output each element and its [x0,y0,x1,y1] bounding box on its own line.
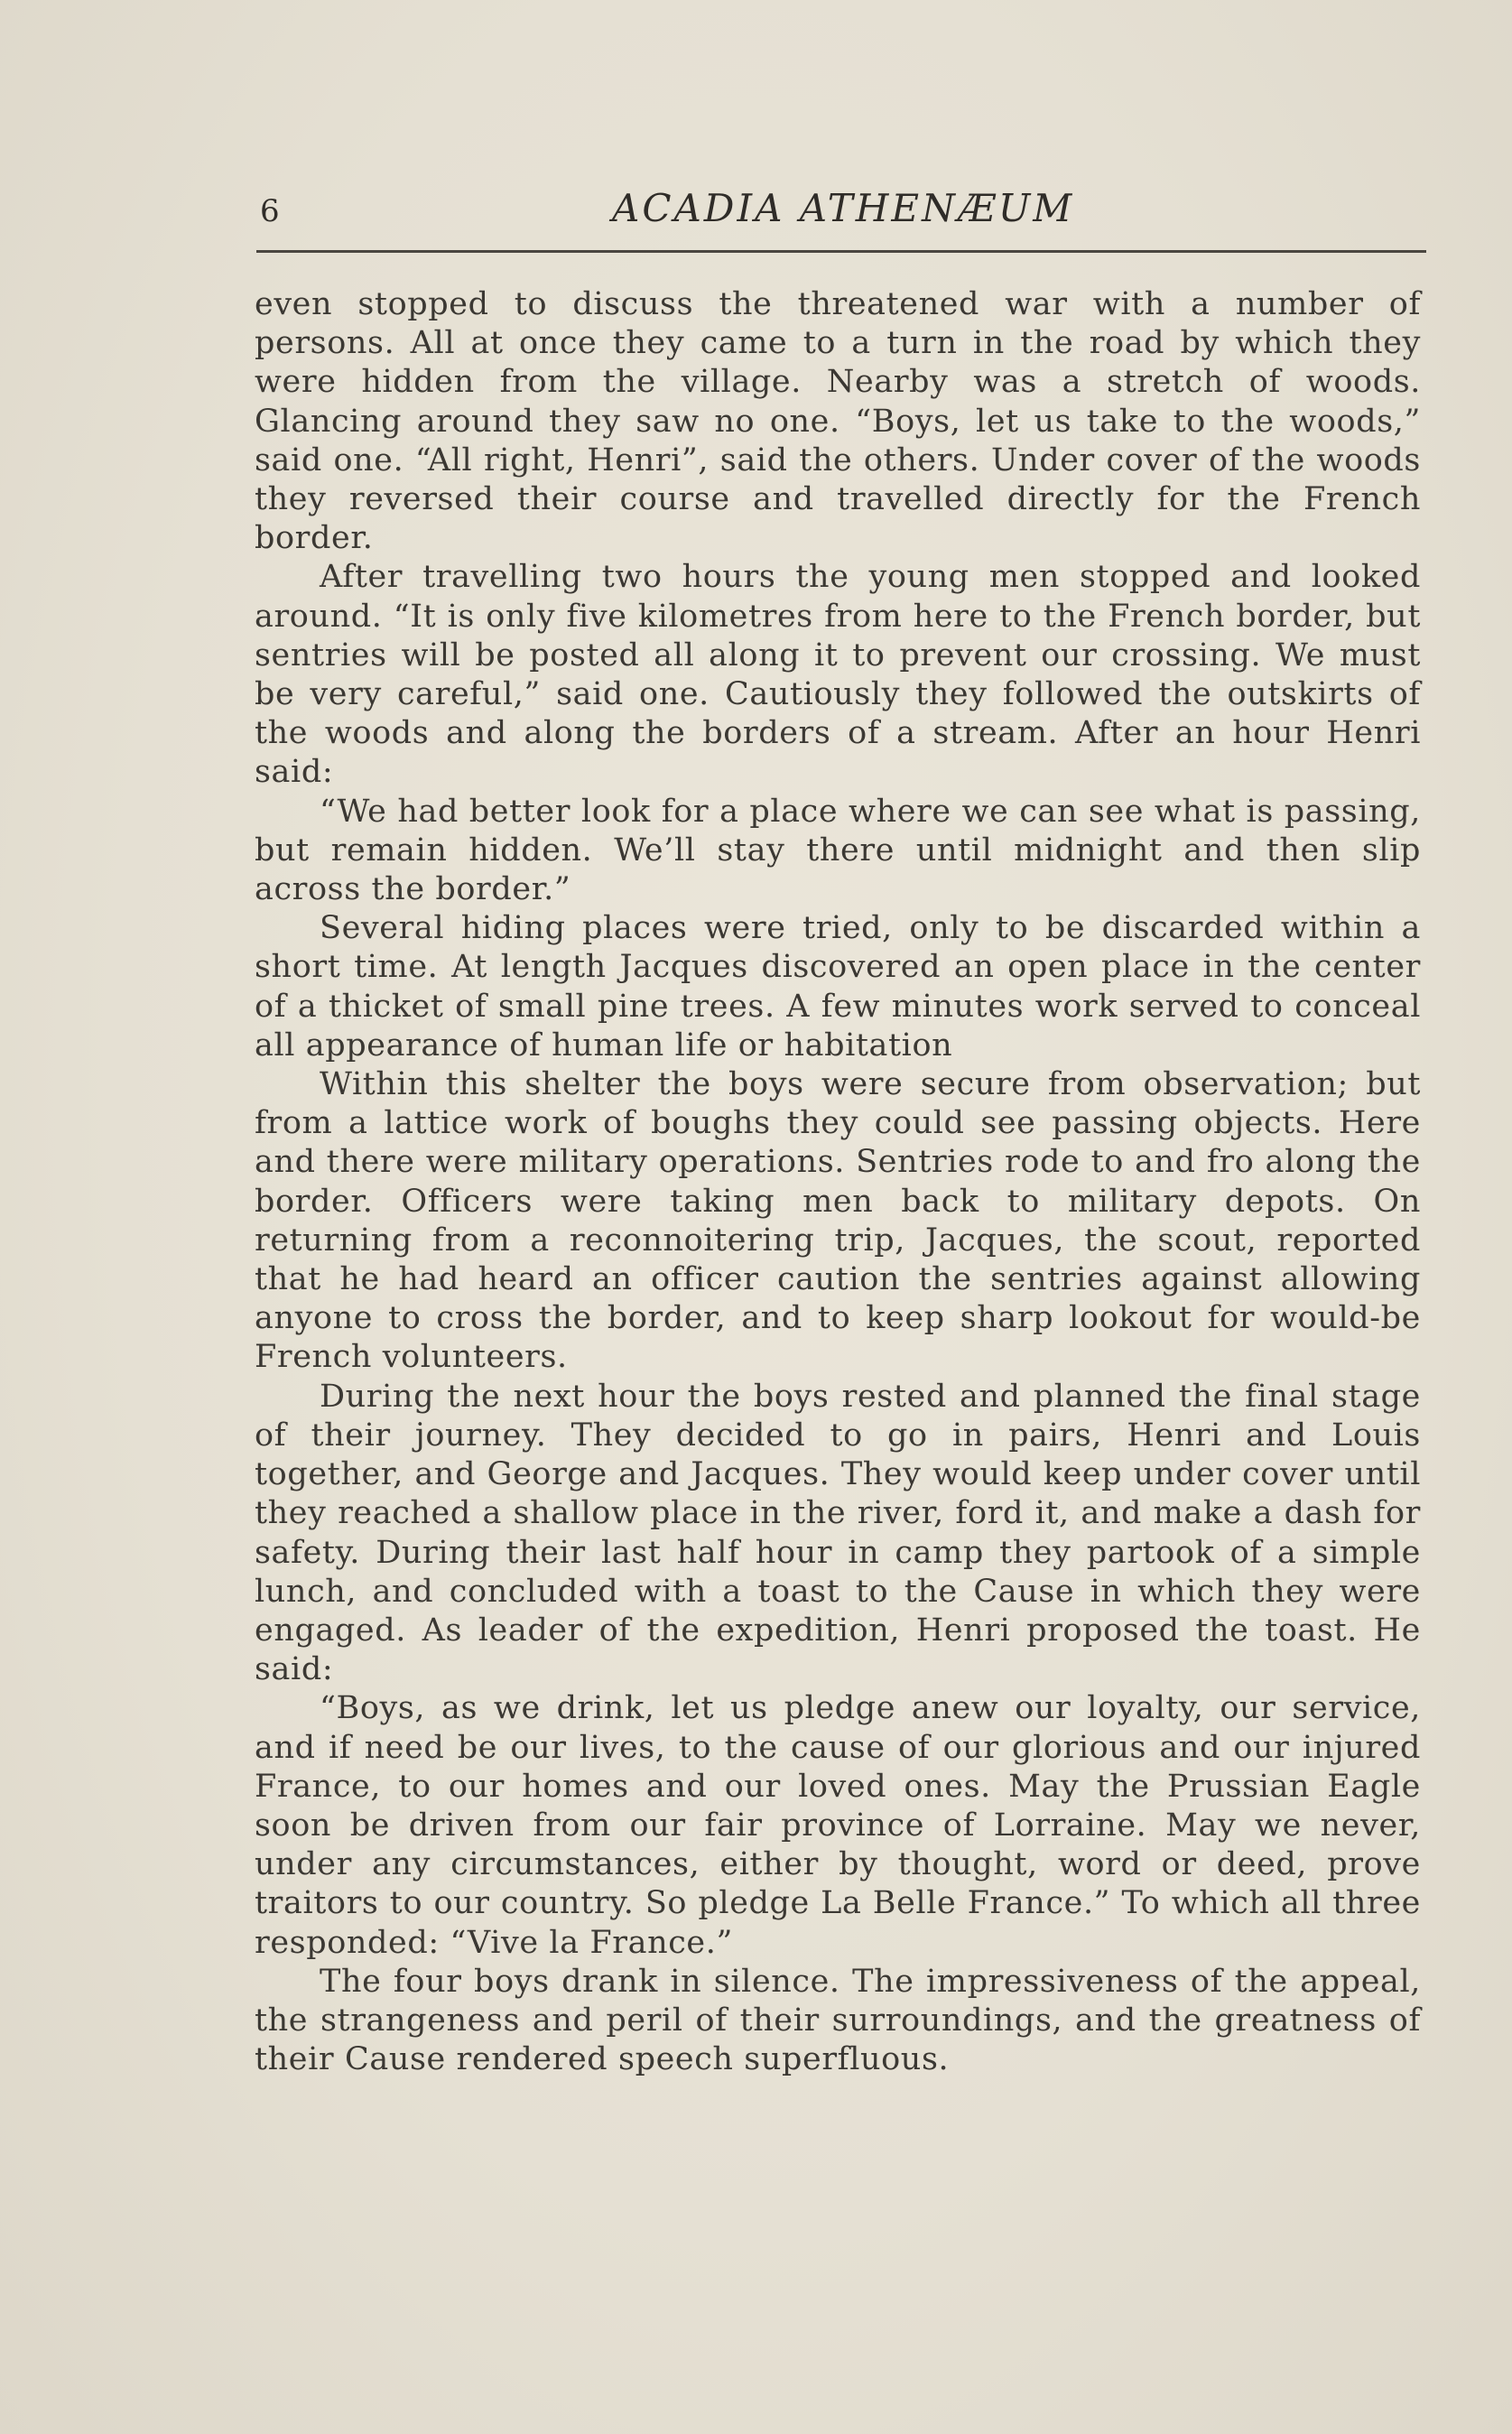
article-body [255,285,1421,2079]
running-title: ACADIA ATHENÆUM [612,186,1075,230]
running-header [260,181,1424,244]
paragraph: Several hiding places were tried, only to be discarded within a short time. At length Jacques discovered an open place in the center of a thicket of small pine trees. A few minutes work served to conceal all appearance of human life or habitation [255,910,1421,1064]
paragraph: After travelling two hours the young men stopped and looked around. “It is only five kilometres from here to the French border, but sentries will be posted all along it to prevent our crossing. We must be very careful,” said one. Cautiously they followed the outskirts of the woods and along the borders of a stream. After an hour Henri said: [255,559,1421,791]
paragraph: The four boys drank in silence. The impressiveness of the appeal, the strangeness and peril of their surroundings, and the greatness of their Cause rendered speech superfluous. [255,1963,1421,2078]
paragraph: “We had better look for a place where we can see what is passing, but remain hidden. We’ll stay there until midnight and then slip across the border.” [255,793,1421,908]
header-rule [256,250,1426,253]
paragraph: During the next hour the boys rested and planned the final stage of their journey. They decided to go in pairs, Henri and Louis together, and George and Jacques. They would keep under cover until they reached a shallow place in the river, ford it, and make a dash for safety. During their last half hour in camp they partook of a simple lunch, and concluded with a toast to the Cause in which they were engaged. As leader of the expedition, Henri proposed the toast. He said: [255,1378,1421,1688]
paragraph: Within this shelter the boys were secure from observation; but from a lattice work of boughs they could see passing objects. Here and there were military operations. Sentries rode to and fro along the border. Officers were taking men back to military depots. On returning from a reconnoitering trip, Jacques, the scout, reported that he had heard an officer caution the sentries against allowing anyone to cross the border, and to keep sharp lookout for would-be French volunteers. [255,1066,1421,1376]
page-number: 6 [260,193,280,229]
paragraph: even stopped to discuss the threatened war with a number of persons. All at once they came to a turn in the road by which they were hidden from the village. Nearby was a stretch of woods. Glancing around they saw no one. “Boys, let us take to the woods,” said one. “All right, Henri”, said the others. Under cover of the woods they reversed their course and travelled directly for the French border. [255,286,1421,557]
paragraph: “Boys, as we drink, let us pledge anew our loyalty, our service, and if need be our lives, to the cause of our glorious and our injured France, to our homes and our loved ones. May the Prussian Eagle soon be driven from our fair province of Lorraine. May we never, under any circumstances, either by thought, word or deed, prove traitors to our country. So pledge La Belle France.” To which all three responded: “Vive la France.” [255,1690,1421,1961]
